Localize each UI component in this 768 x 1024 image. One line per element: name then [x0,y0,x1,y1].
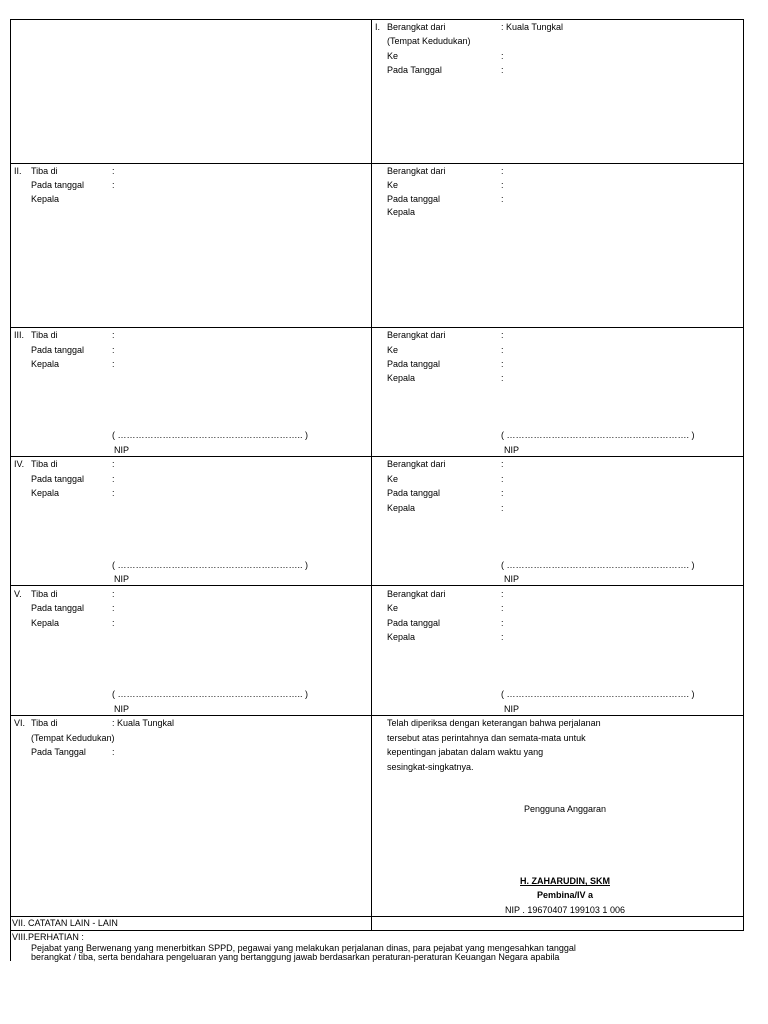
sec4-berangkat-label: Berangkat dari [387,459,446,469]
sec3-berangkat-label: Berangkat dari [387,330,446,340]
sec5-berangkat-value: : [501,589,504,599]
sec4-tiba-label: Tiba di [31,459,58,469]
sec3-berangkat-value: : [501,330,504,340]
sec3-tiba-value: : [112,330,115,340]
sec5-left-nip: NIP [114,704,130,714]
table-center-divider [371,19,372,931]
sec5-tanggal-label: Pada tanggal [31,603,85,613]
sec2-tiba-label: Tiba di [31,166,58,176]
sec6-statement-line-2: tersebut atas perintahnya dan semata-mata untuk [387,733,586,743]
sec3-right-kepala-value: : [501,373,504,383]
sec6-tempat-kedudukan: (Tempat Kedudukan) [31,733,115,743]
sec7-title: VII. CATATAN LAIN - LAIN [12,918,118,928]
sec4-right-kepala-label: Kepala [387,503,416,513]
sec5-right-nip: NIP [504,704,520,714]
sec5-tiba-value: : [112,589,115,599]
section-3-number: III. [14,330,25,340]
sec3-kepala-value: : [112,359,115,369]
sec2-berangkat-value: : [501,166,504,176]
sec1-berangkat-value: : Kuala Tungkal [501,22,564,32]
sec3-tiba-label: Tiba di [31,330,58,340]
sec2-kepala-label: Kepala [31,194,60,204]
sec5-left-signature-line: ( …………………………………………………….. ) [112,689,308,699]
sec3-right-kepala-label: Kepala [387,373,416,383]
sec2-tanggal-value: : [112,180,115,190]
sec3-right-signature-line: ( ……………………………………………………. ) [501,430,695,440]
row-border-top [10,19,744,20]
sec5-right-kepala-label: Kepala [387,632,416,642]
sec2-ke-value: : [501,180,504,190]
sec6-signer-name: H. ZAHARUDIN, SKM [520,876,610,886]
sec2-tanggal-label: Pada tanggal [31,180,85,190]
sec4-right-tanggal-label: Pada tanggal [387,488,441,498]
section-4-number: IV. [14,459,25,469]
sec3-ke-label: Ke [387,345,399,355]
sec2-right-kepala-label: Kepala [387,207,416,217]
section-1-number: I. [375,22,381,32]
sec5-tiba-label: Tiba di [31,589,58,599]
sec6-statement-line-1: Telah diperiksa dengan keterangan bahwa perjalanan [387,718,601,728]
row-border-5 [10,585,744,586]
sec1-ke-label: Ke [387,51,399,61]
sec4-kepala-label: Kepala [31,488,60,498]
table-border-right [743,19,744,931]
sec5-tanggal-value: : [112,603,115,613]
sec6-statement-line-4: sesingkat-singkatnya. [387,762,474,772]
sec4-right-kepala-value: : [501,503,504,513]
sec6-tiba-label: Tiba di [31,718,58,728]
sec3-right-tanggal-value: : [501,359,504,369]
sec5-right-kepala-value: : [501,632,504,642]
sec6-signer-nip: NIP . 19670407 199103 1 006 [505,905,625,915]
row-border-4 [10,456,744,457]
sec3-left-signature-line: ( …………………………………………………….. ) [112,430,308,440]
sec1-tempat-kedudukan: (Tempat Kedudukan) [387,36,471,46]
sec6-role: Pengguna Anggaran [523,804,607,814]
sec1-tanggal-value: : [501,65,504,75]
sec5-berangkat-label: Berangkat dari [387,589,446,599]
sec5-kepala-value: : [112,618,115,628]
section-5-number: V. [14,589,22,599]
sec5-kepala-label: Kepala [31,618,60,628]
sec4-kepala-value: : [112,488,115,498]
sec4-right-tanggal-value: : [501,488,504,498]
sec1-berangkat-label: Berangkat dari [387,22,446,32]
sec6-tanggal-value: : [112,747,115,757]
sec5-right-tanggal-value: : [501,618,504,628]
sec6-signer-rank: Pembina/IV a [536,890,594,900]
sec4-left-signature-line: ( …………………………………………………….. ) [112,560,308,570]
sec2-berangkat-label: Berangkat dari [387,166,446,176]
sec2-right-tanggal-label: Pada tanggal [387,194,441,204]
row-border-7 [10,916,744,917]
sec3-left-nip: NIP [114,445,130,455]
sec6-statement-line-3: kepentingan jabatan dalam waktu yang [387,747,544,757]
row-border-3 [10,327,744,328]
sec5-right-tanggal-label: Pada tanggal [387,618,441,628]
row-border-2 [10,163,744,164]
sec8-title: VIII.PERHATIAN : [12,932,84,942]
sec8-note-line-1: Pejabat yang Berwenang yang menerbitkan SPPD, pegawai yang melakukan perjalanan dinas, para pejabat yang mengesahkan tanggal [31,943,576,953]
sec8-note-line-2: berangkat / tiba, serta bendahara pengeluaran yang bertanggung jawab berdasarkan peraturan-peraturan Keuangan Negara apabila [31,952,560,962]
sec4-berangkat-value: : [501,459,504,469]
row-border-8 [10,930,744,931]
sec4-tiba-value: : [112,459,115,469]
sec5-ke-value: : [501,603,504,613]
sec4-right-signature-line: ( ……………………………………………………. ) [501,560,695,570]
sec3-ke-value: : [501,345,504,355]
sec5-ke-label: Ke [387,603,399,613]
sec3-right-tanggal-label: Pada tanggal [387,359,441,369]
section-6-number: VI. [14,718,26,728]
sec4-ke-label: Ke [387,474,399,484]
sec3-kepala-label: Kepala [31,359,60,369]
sec4-ke-value: : [501,474,504,484]
sec4-tanggal-label: Pada tanggal [31,474,85,484]
sec2-tiba-value: : [112,166,115,176]
sec6-tanggal-label: Pada Tanggal [31,747,86,757]
sec5-right-signature-line: ( ……………………………………………………. ) [501,689,695,699]
sec3-tanggal-label: Pada tanggal [31,345,85,355]
sec4-right-nip: NIP [504,574,520,584]
sec4-tanggal-value: : [112,474,115,484]
sec3-tanggal-value: : [112,345,115,355]
sec1-ke-value: : [501,51,504,61]
row-border-6 [10,715,744,716]
sec1-tanggal-label: Pada Tanggal [387,65,442,75]
sec2-right-tanggal-value: : [501,194,504,204]
table-border-left [10,19,11,961]
sec6-tiba-value: : Kuala Tungkal [112,718,175,728]
sec4-left-nip: NIP [114,574,130,584]
section-2-number: II. [14,166,22,176]
sec2-ke-label: Ke [387,180,399,190]
sec3-right-nip: NIP [504,445,520,455]
